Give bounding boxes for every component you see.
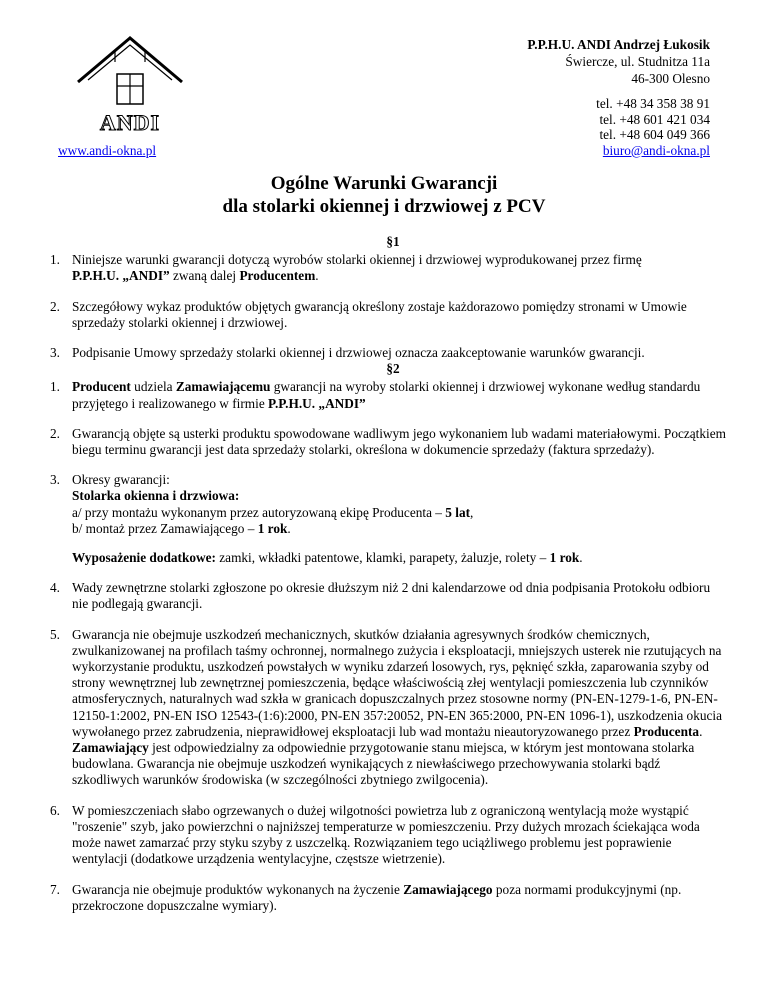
item-text: poza normami produkcyjnymi (np. przekroczone dopuszczalne wymiary). <box>72 881 682 913</box>
document-body <box>50 234 728 928</box>
item-number: 1. <box>50 379 60 395</box>
item-text: Podpisanie Umowy sprzedaży stolarki okiennej i drzwiowej oznacza zaakceptowanie warunków gwarancji. <box>72 345 645 361</box>
s2-item-1 <box>50 379 728 411</box>
item-number: 7. <box>50 881 60 897</box>
buyer-term: Zamawiający <box>72 740 149 756</box>
period-line-a <box>72 505 728 521</box>
producer-term: Producentem <box>239 268 316 284</box>
item-text: gwarancji na wyroby stolarki okiennej i drzwiowej wykonane według standardu przyjętego i realizowanego w firmie <box>72 379 701 411</box>
item-text: . <box>287 520 291 536</box>
extras-label: Wyposażenie dodatkowe: <box>72 550 216 566</box>
company-name: P.P.H.U. ANDI Andrzej Łukosik <box>527 37 710 52</box>
phone-1: tel. +48 34 358 38 91 <box>596 96 710 111</box>
item-text: Gwarancja nie obejmuje produktów wykonanych na życzenie <box>72 881 404 897</box>
s2-item-4 <box>50 580 728 612</box>
item-text: W pomieszczeniach słabo ogrzewanych o dużej wilgotności powietrza lub z ograniczoną wentylacją może wystąpić "roszenie" szyb, jako powierzchni o najniższej temperaturze w pomieszczeniu. Przy dużych mrozach ściekająca woda może nawet zamarzać przy styku szyby z uszczelką. Rozwiązaniem tego uciążliwego problemu jest poprawienie wentylacji (dodatkowe urządzenia wentylacyjne, częstsze wietrzenie). <box>72 802 700 867</box>
item-text: Szczegółowy wykaz produktów objętych gwarancją określony zostaje każdorazowo pomiędzy stronami w Umowie sprzedaży stolarki okiennej i drzwiowej. <box>72 298 687 330</box>
company-ref: P.P.H.U. „ANDI” <box>268 395 366 411</box>
item-number: 1. <box>50 252 60 268</box>
periods-intro: Okresy gwarancji: <box>72 472 170 488</box>
item-text: b/ montaż przez Zamawiającego – <box>72 520 258 536</box>
company-address <box>527 36 710 87</box>
company-city: 46-300 Olesno <box>631 71 710 86</box>
item-text: zwaną dalej <box>169 268 240 284</box>
item-number: 6. <box>50 802 60 818</box>
item-number: 4. <box>50 580 60 596</box>
company-contacts <box>596 96 710 158</box>
item-text: Gwarancją objęte są usterki produktu spowodowane wadliwym jego wykonaniem lub wadami materiałowymi. Początkiem biegu terminu gwarancji jest data sprzedaży stolarki, określona w dokumencie sprzedaży (faktura sprzedaży). <box>72 425 726 458</box>
s2-item-2 <box>50 425 728 458</box>
item-text: a/ przy montażu wykonanym przez autoryzowaną ekipę Producenta – <box>72 504 446 520</box>
s2-item-3 <box>50 472 728 566</box>
item-text: zamki, wkładki patentowe, klamki, parapety, żaluzje, rolety – <box>215 550 550 566</box>
phone-3: tel. +48 604 049 366 <box>599 127 710 142</box>
andi-logo <box>70 30 190 140</box>
s2-item-6 <box>50 802 728 868</box>
buyer-term: Zamawiającego <box>403 881 493 897</box>
periods-subtitle: Stolarka okienna i drzwiowa: <box>72 488 240 504</box>
item-number: 3. <box>50 345 60 361</box>
item-text: . <box>315 268 319 284</box>
period-line-b <box>72 521 728 537</box>
period-value: 5 lat <box>445 504 471 520</box>
item-number: 2. <box>50 298 60 314</box>
document-title <box>0 172 768 218</box>
s1-item-2 <box>50 298 728 331</box>
producer-term: Producent <box>72 379 131 395</box>
item-text: . <box>699 723 703 739</box>
period-value: 1 rok <box>549 550 580 566</box>
s2-item-5 <box>50 626 728 789</box>
item-text: jest odpowiedzialny za odpowiednie przygotowanie stanu miejsca, w którym jest montowana stolarka budowlana. Gwarancja nie obejmuje uszkodzeń wynikających z niewłaściwego przechowywania stolarki bądź szkodliwych warunków środowiska (w szczególności zbytniego zwilgocenia). <box>72 740 695 788</box>
period-value: 1 rok <box>257 520 288 536</box>
email-link[interactable]: biuro@andi-okna.pl <box>602 142 710 158</box>
title-line-2: dla stolarki okiennej i drzwiowej z PCV <box>222 196 546 217</box>
item-text: . <box>579 550 583 566</box>
s2-item-7 <box>50 881 728 914</box>
item-text: , <box>470 504 474 520</box>
item-text: Wady zewnętrzne stolarki zgłoszone po okresie dłuższym niż 2 dni kalendarzowe od dnia podpisania Protokołu odbioru nie podlegają gwarancji. <box>72 580 711 612</box>
item-text: udziela <box>130 379 176 395</box>
s1-item-3 <box>50 345 728 361</box>
company-street: Świercze, ul. Studnitza 11a <box>565 54 710 69</box>
s1-item-1 <box>50 252 728 284</box>
title-line-1: Ogólne Warunki Gwarancji <box>270 173 498 194</box>
section-2-mark: §2 <box>386 361 400 377</box>
item-number: 3. <box>50 472 60 488</box>
buyer-term: Zamawiającemu <box>175 379 271 395</box>
item-number: 2. <box>50 425 60 441</box>
producer-term: Producenta <box>633 723 700 739</box>
company-ref: P.P.H.U. „ANDI” <box>72 268 170 284</box>
svg-text:ANDI: ANDI <box>99 110 161 135</box>
item-text: Gwarancja nie obejmuje uszkodzeń mechanicznych, skutków działania agresywnych środków chemicznych, zwulkanizowanej na profilach taśmy ochronnej, normalnego zużycia i eksploatacji, mniejszych usterek nie rzutujących na wykorzystanie produktu, uszkodzeń powstałych w wyniku zdarzeń losowych, rys, pęknięć szkła, zaparowania szyby od strony wewnętrznej lub zewnętrznej pomieszczenia, będące właściwością złej wentylacji pomieszczenia lub czynników atmosferycznych, naturalnych wad szkła w granicach dopuszczalnych przez stosowne normy (PN-EN-1279-1-6, PN-EN-12150-1:2002, PN-EN ISO 12543-(1:6):2000, PN-EN 357:20052, PN-EN 365:2000, PN-EN 1096-1), uszkodzenia okucia wywołanego przez zabrudzenia, nieprawidłowej eksploatacji lub wad montażu nieautoryzowanego przez <box>72 626 723 739</box>
item-number: 5. <box>50 626 60 642</box>
phone-2: tel. +48 601 421 034 <box>599 111 710 127</box>
extras-line <box>72 550 728 566</box>
section-1-mark: §1 <box>386 234 400 249</box>
website-link[interactable]: www.andi-okna.pl <box>58 143 157 158</box>
item-text: Niniejsze warunki gwarancji dotyczą wyrobów stolarki okiennej i drzwiowej wyprodukowanej przez firmę <box>72 252 642 268</box>
